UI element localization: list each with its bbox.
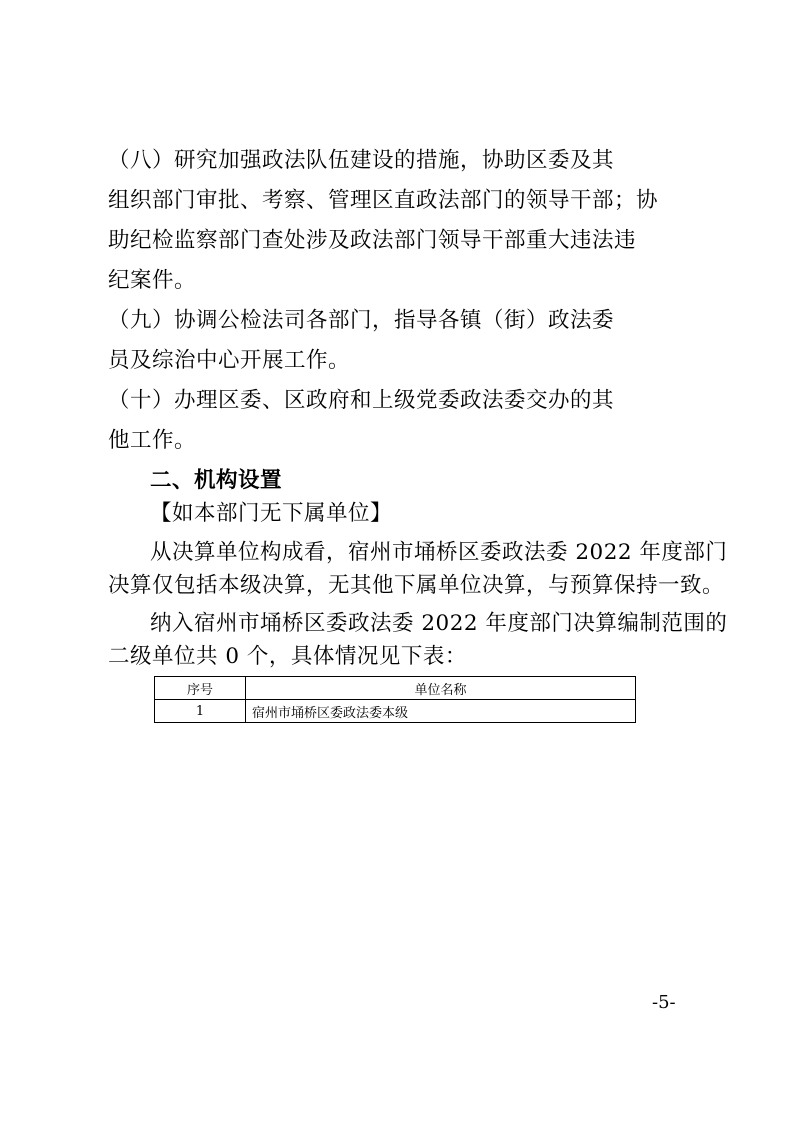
body-line-3: 助纪检监察部门查处涉及政法部门领导干部重大违法违	[108, 228, 637, 253]
body-line-4: 纪案件。	[108, 268, 197, 293]
body-line-8: 他工作。	[108, 428, 197, 453]
paragraph-line-3: 纳入宿州市埇桥区委政法委 2022 年度部门决算编制范围的	[150, 611, 728, 636]
body-line-7: （十）办理区委、区政府和上级党委政法委交办的其	[108, 388, 615, 413]
header-unit-name: 单位名称	[246, 677, 636, 700]
body-line-5: （九）协调公检法司各部门，指导各镇（街）政法委	[108, 308, 615, 333]
cell-index: 1	[155, 700, 246, 723]
table-header-row	[155, 677, 636, 700]
paragraph-line-4: 二级单位共 0 个，具体情况见下表：	[108, 644, 467, 669]
table-row	[155, 700, 636, 723]
page-number: -5-	[652, 992, 676, 1013]
paragraph-line-1: 从决算单位构成看，宿州市埇桥区委政法委 2022 年度部门	[150, 540, 728, 565]
header-index: 序号	[155, 677, 246, 700]
body-line-6: 员及综治中心开展工作。	[108, 348, 351, 373]
units-table	[154, 676, 636, 723]
body-line-2: 组织部门审批、考察、管理区直政法部门的领导干部；协	[108, 188, 659, 213]
paragraph-line-2: 决算仅包括本级决算，无其他下属单位决算，与预算保持一致。	[108, 573, 725, 598]
note-text: 【如本部门无下属单位】	[150, 501, 393, 526]
cell-unit-name: 宿州市埇桥区委政法委本级	[246, 700, 636, 723]
section-heading: 二、机构设置	[150, 468, 283, 493]
body-line-1: （八）研究加强政法队伍建设的措施，协助区委及其	[108, 148, 615, 173]
